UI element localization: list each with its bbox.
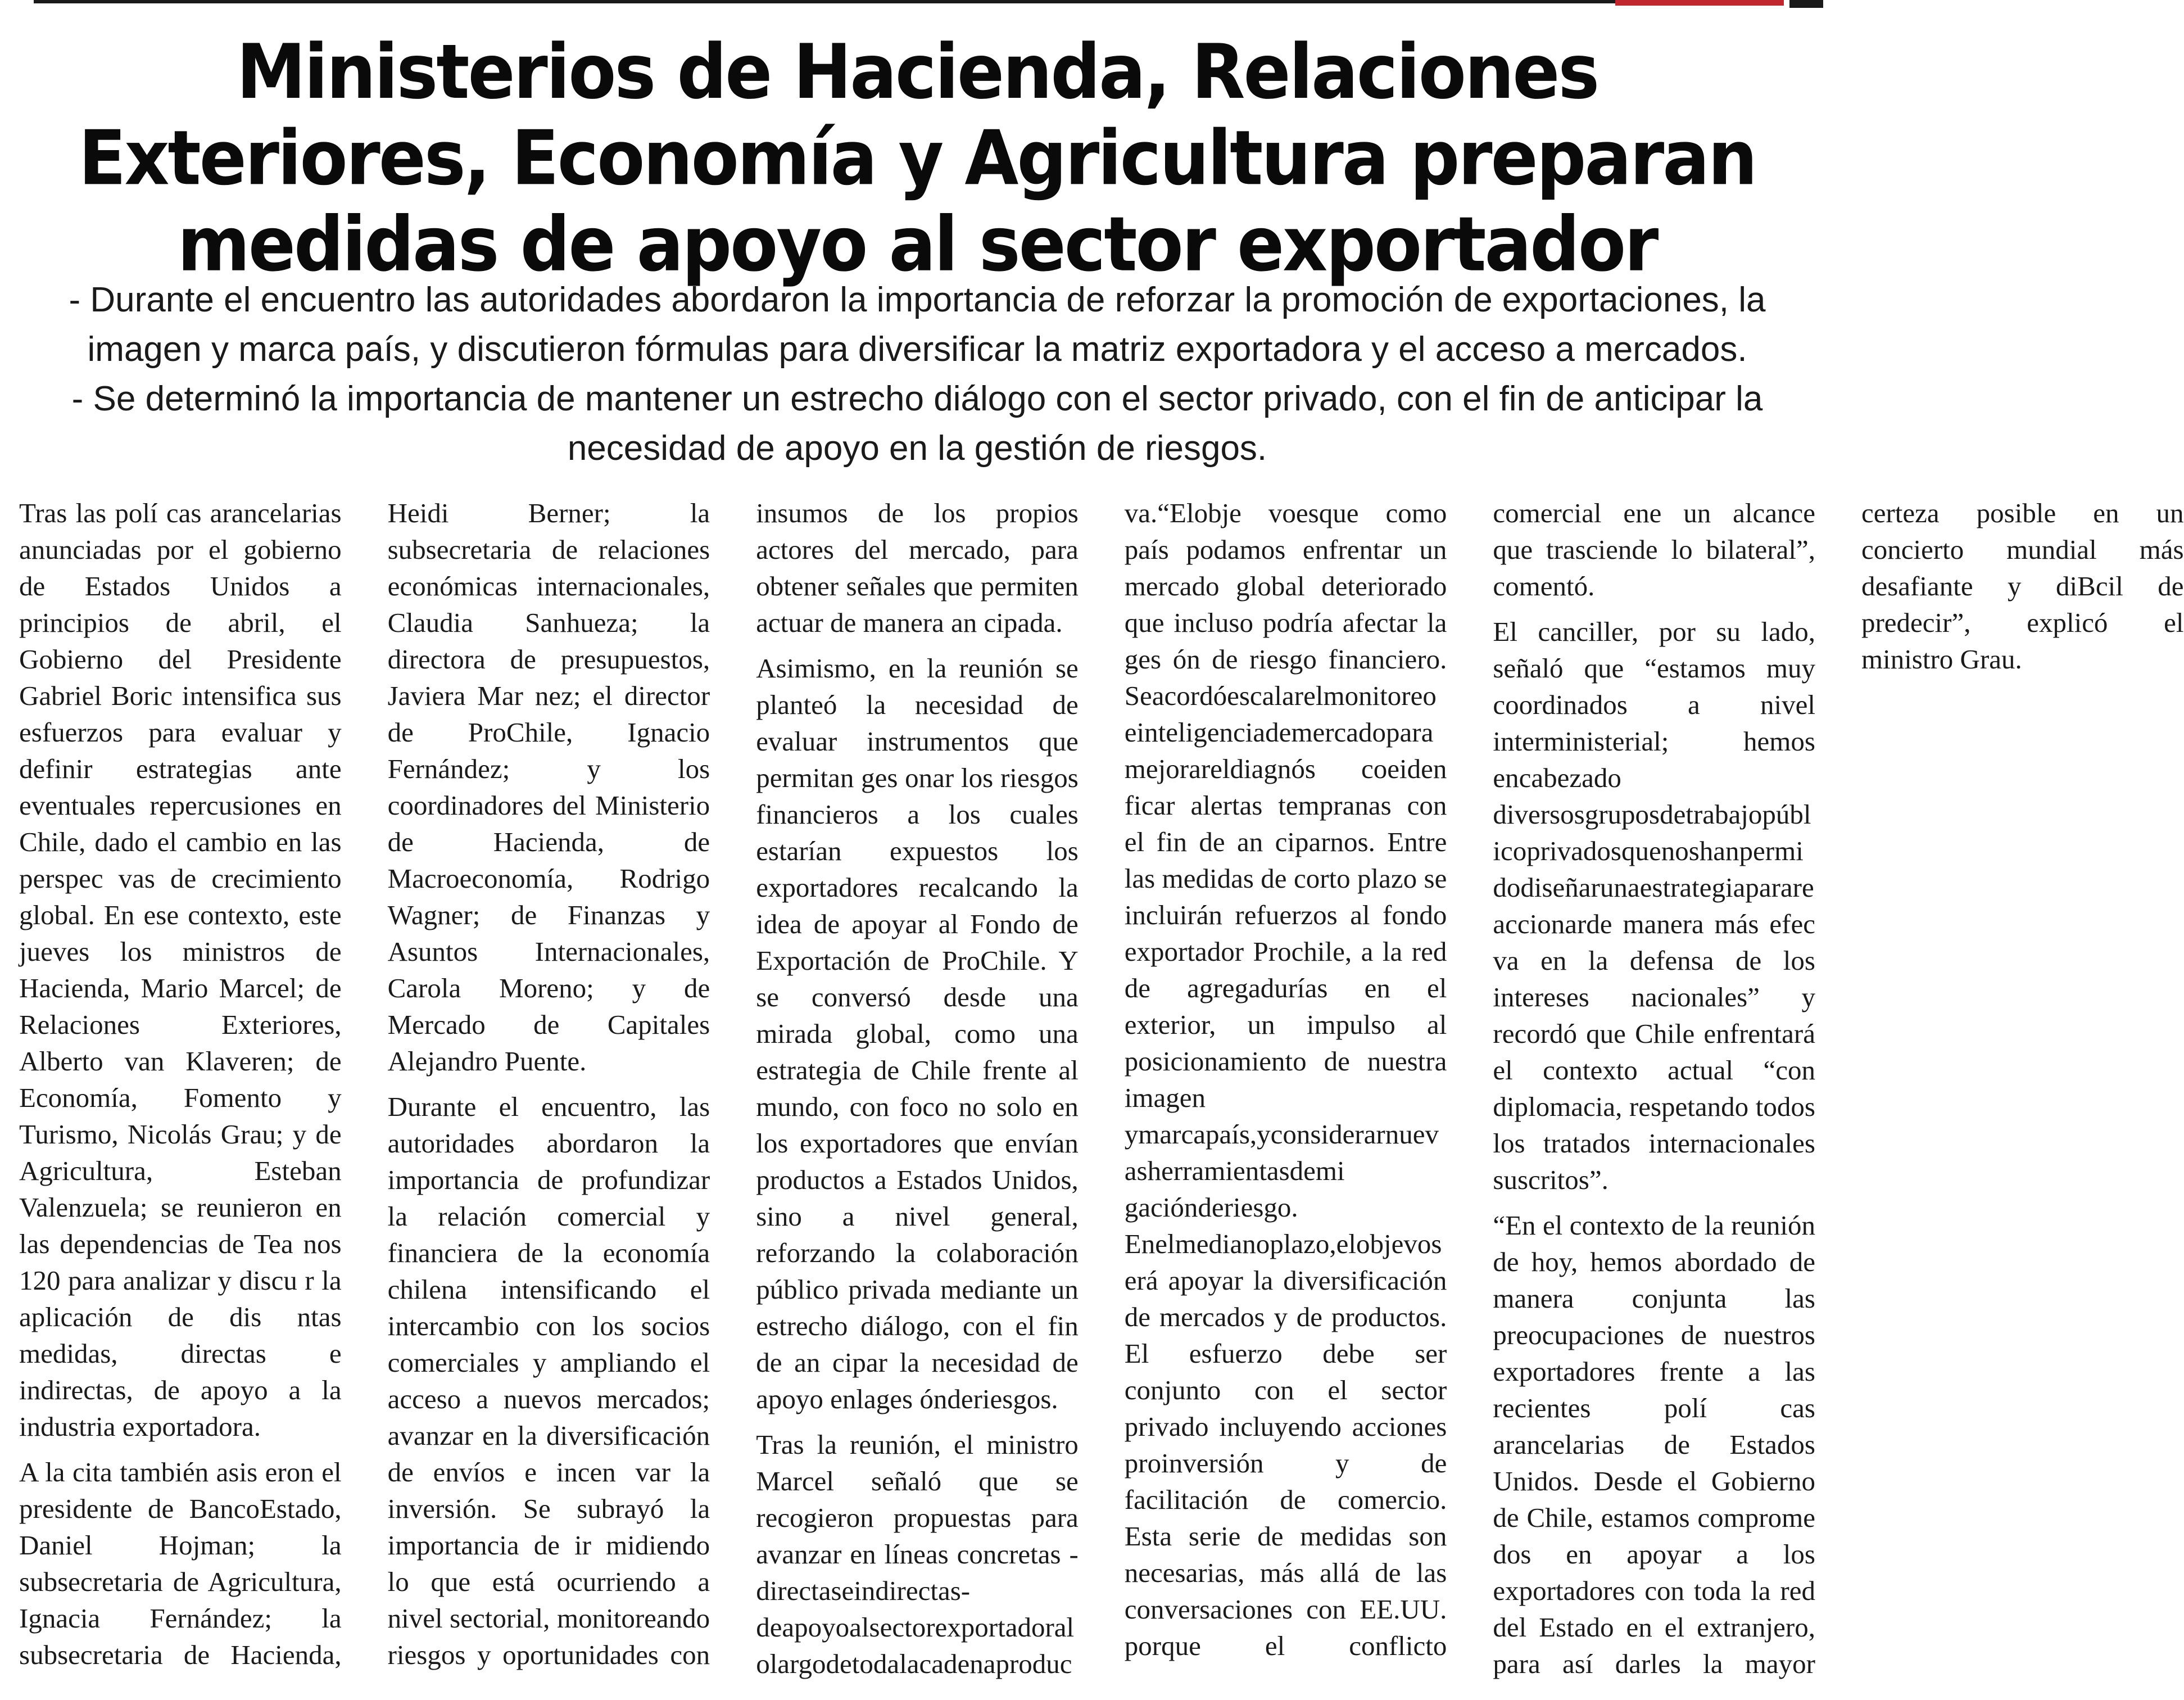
subheadline-block [11,275,1823,473]
headline: Ministerios de Hacienda, Relaciones Exteriores, Economía y Agricultura preparan medidas de apoyo al sector exportador [78,28,1756,289]
article-paragraph: “En el contexto de la reunión de hoy, hemos abordado de manera conjunta las preocupaciones de nuestros exportadores frente a las recientes polí cas arancelarias de Estados Unidos. Desde el Gobierno de Chile, estamos comprome dos en apoyar a los exportadores con toda la red del Estado en el extranjero, para así darles la mayor certeza posible en un concierto mundial más desafiante y diBcil de predecir”, explicó el ministro Grau. [1493,498,2184,1679]
header-rule [34,0,1753,3]
article-paragraph: Durante el encuentro, las autoridades abordaron la importancia de profundizar la relación comercial y financiera de la economía chilena intensificando el intercambio con los socios comerciales y ampliando el acceso a nuevos mercados; avanzar en la diversificación de envíos e incen var la inversión. Se subrayó la importancia de ir midiendo lo que está ocurriendo a nivel sectorial, monitoreando riesgos y oportunidades con insumos de los propios actores del mercado, para obtener señales que permiten actuar de manera an cipada. [387,498,1079,1670]
article-paragraph: Tras la reunión, el ministro Marcel señaló que se recogieron propuestas para avanzar en líneas concretas - directaseindirectas-deapoyoalsectorexportadoralolargodetodalacadenaproduc va.“Elobje voesque como país podamos enfrentar un mercado global deteriorado que incluso podría afectar la ges ón de riesgo financiero. Seacordóescalarelmonitoreoeinteligenciademercadoparamejorareldiagnós coeiden ficar alertas tempranas con el fin de an ciparnos. Entre las medidas de corto plazo se incluirán refuerzos al fondo exportador Prochile, a la red de agregadurías en el exterior, un impulso al posicionamiento de nuestra imagen ymarcapaís,yconsiderarnuevasherramientasdemi gaciónderiesgo. Enelmedianoplazo,elobjevoserá apoyar la diversificación de mercados y de productos. El esfuerzo debe ser conjunto con el sector privado incluyendo acciones proinversión y de facilitación de comercio. Esta serie de medidas son necesarias, más allá de las conversaciones con EE.UU. porque el conflicto comercial ene un alcance que trasciende lo bilateral”, comentó. [756,498,1815,1679]
article-paragraph: Tras las polí cas arancelarias anunciadas por el gobierno de Estados Unidos a principios de abril, el Gobierno del Presidente Gabriel Boric intensifica sus esfuerzos para evaluar y definir estrategias ante eventuales repercusiones en Chile, dado el cambio en las perspec vas de crecimiento global. En ese contexto, este jueves los ministros de Hacienda, Mario Marcel; de Relaciones Exteriores, Alberto van Klaveren; de Economía, Fomento y Turismo, Nicolás Grau; y de Agricultura, Esteban Valenzuela; se reunieron en las dependencias de Tea nos 120 para analizar y discu r la aplicación de dis ntas medidas, directas e indirectas, de apoyo a la industria exportadora. [19,498,342,1442]
subheadline-bullet: - Durante el encuentro las autoridades abordaron la importancia de reforzar la promoción de exportaciones, la imagen y marca país, y discutieron fórmulas para diversificar la matriz exportadora y el acceso a mercados. [69,281,1766,369]
page-number-tab [1789,0,1823,8]
article-paragraph: A la cita también asis eron el presidente de BancoEstado, Daniel Hojman; la subsecretaria de Agricultura, Ignacia Fernández; la subsecretaria de Hacienda, Heidi Berner; la subsecretaria de relaciones económicas internacionales, Claudia Sanhueza; la directora de presupuestos, Javiera Mar nez; el director de ProChile, Ignacio Fernández; y los coordinadores del Ministerio de Hacienda, de Macroeconomía, Rodrigo Wagner; de Finanzas y Asuntos Internacionales, Carola Moreno; y de Mercado de Capitales Alejandro Puente. [19,498,710,1670]
page-header-strip [0,0,1834,8]
article-paragraph: El canciller, por su lado, señaló que “estamos muy coordinados a nivel interministerial; hemos encabezado diversosgruposdetrabajopúblicoprivadosquenoshanpermidodiseñarunaestrategiaparareaccionarde manera más efec va en la defensa de los intereses nacionales” y recordó que Chile enfrentará el contexto actual “con diplomacia, respetando todos los tratados internacionales suscritos”. [1493,616,1815,1195]
article-body [19,495,2184,1687]
subheadline-bullet: - Se determinó la importancia de mantener un estrecho diálogo con el sector privado, con el fin de anticipar la necesidad de apoyo en la gestión de riesgos. [71,379,1763,468]
section-tab [1615,0,1784,6]
article-paragraph: Asimismo, en la reunión se planteó la necesidad de evaluar instrumentos que permitan ges onar los riesgos financieros a los cuales estarían expuestos los exportadores recalcando la idea de apoyar al Fondo de Exportación de ProChile. Y se conversó desde una mirada global, como una estrategia de Chile frente al mundo, con foco no solo en los exportadores que envían productos a Estados Unidos, sino a nivel general, reforzando la colaboración público privada mediante un estrecho diálogo, con el fin de an cipar la necesidad de apoyo enlages ónderiesgos. [756,653,1079,1414]
